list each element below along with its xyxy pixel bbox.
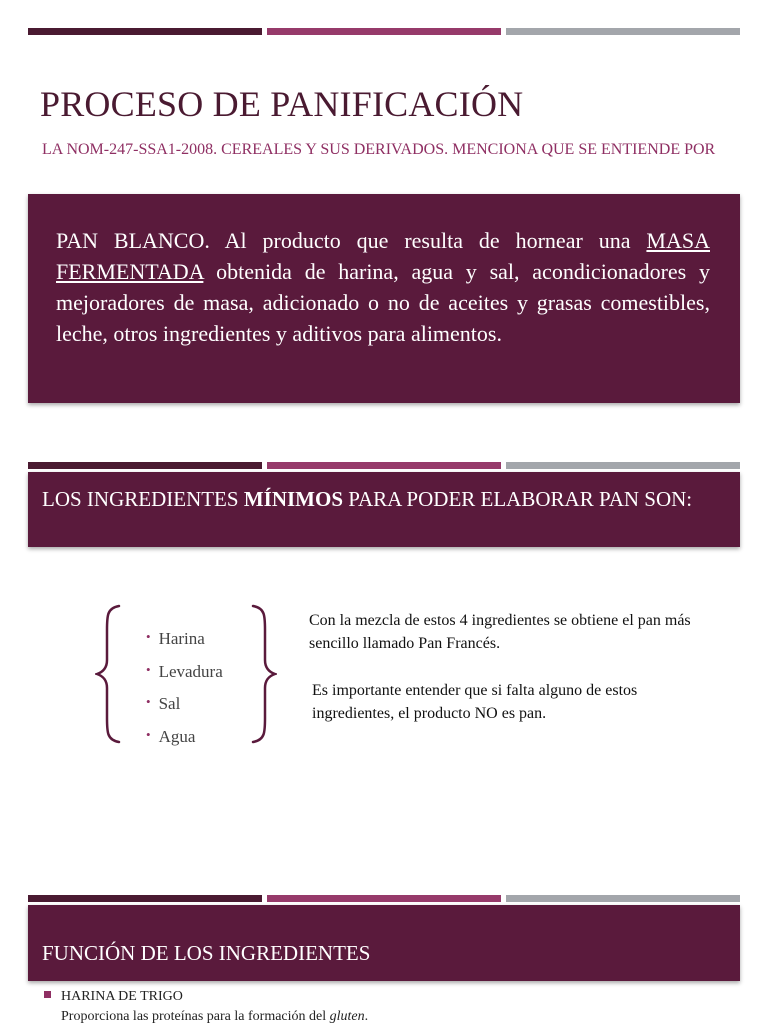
accent-bars-top bbox=[28, 28, 740, 35]
definition-text bbox=[56, 225, 710, 349]
function-heading-panel bbox=[28, 905, 740, 981]
definition-panel bbox=[28, 194, 740, 403]
accent-bar-dark bbox=[28, 28, 262, 35]
bullet-icon: • bbox=[146, 694, 151, 709]
list-item bbox=[146, 627, 223, 660]
definition-term: PAN BLANCO. bbox=[56, 228, 210, 253]
accent-bar-grey bbox=[506, 462, 740, 469]
heading-part-before: LOS INGREDIENTES bbox=[42, 487, 244, 511]
ingredient-label: Agua bbox=[158, 726, 196, 746]
heading-part-after: PARA PODER ELABORAR PAN SON: bbox=[343, 487, 693, 511]
accent-bar-mid bbox=[267, 895, 501, 902]
accent-bar-mid bbox=[267, 28, 501, 35]
slide-title: PROCESO DE PANIFICACIÓN bbox=[40, 84, 524, 124]
desc-italic: gluten bbox=[329, 1009, 365, 1024]
accent-bar-dark bbox=[28, 895, 262, 902]
bullet-icon: • bbox=[146, 661, 151, 677]
heading-bold: MÍNIMOS bbox=[243, 487, 343, 511]
ingredient-function-title bbox=[44, 987, 368, 1007]
function-heading: FUNCIÓN DE LOS INGREDIENTES bbox=[42, 941, 371, 965]
definition-underlined: MASA FERMENTADA bbox=[56, 228, 710, 284]
note-not-bread: Es importante entender que si falta alguno de estos ingredientes, el producto NO es pan. bbox=[312, 682, 638, 722]
list-item bbox=[146, 660, 223, 693]
ingredients-list bbox=[146, 627, 223, 757]
bullet-icon: • bbox=[146, 726, 151, 742]
slide-subtitle: LA NOM-247-SSA1-2008. CEREALES Y SUS DERIVADOS. MENCIONA QUE SE ENTIENDE POR bbox=[42, 141, 716, 158]
left-brace-icon bbox=[97, 606, 119, 742]
bullet-icon: • bbox=[146, 629, 151, 644]
accent-bar-dark bbox=[28, 462, 262, 469]
desc-after: . bbox=[364, 1009, 369, 1024]
ingredient-function-desc bbox=[44, 1007, 368, 1027]
desc-before: Proporciona las proteínas para la formación del bbox=[61, 1009, 330, 1024]
accent-bars-middle bbox=[28, 462, 740, 469]
definition-part1: Al producto que resulta de hornear una bbox=[209, 228, 647, 253]
item-title: HARINA DE TRIGO bbox=[61, 989, 183, 1004]
ingredients-heading bbox=[42, 486, 726, 513]
square-bullet-icon bbox=[44, 991, 51, 998]
accent-bar-mid bbox=[267, 462, 501, 469]
ingredient-function-item bbox=[44, 987, 368, 1027]
accent-bar-grey bbox=[506, 895, 740, 902]
accent-bars-bottom bbox=[28, 895, 740, 902]
ingredient-label: Sal bbox=[158, 694, 181, 713]
list-item bbox=[146, 692, 223, 725]
accent-bar-grey bbox=[506, 28, 740, 35]
list-item bbox=[146, 725, 223, 758]
ingredient-label: Levadura bbox=[158, 661, 223, 681]
note-pan-frances: Con la mezcla de estos 4 ingredientes se obtiene el pan más sencillo llamado Pan Francés. bbox=[309, 612, 691, 652]
ingredients-heading-panel bbox=[28, 472, 740, 547]
ingredient-label: Harina bbox=[158, 629, 205, 648]
right-brace-icon bbox=[253, 606, 275, 742]
definition-part2: obtenida de harina, agua y sal, acondicionadores y mejoradores de masa, adicionado o no de aceites y grasas comestibles, leche, otros ingredientes y aditivos para alimentos. bbox=[56, 259, 710, 346]
